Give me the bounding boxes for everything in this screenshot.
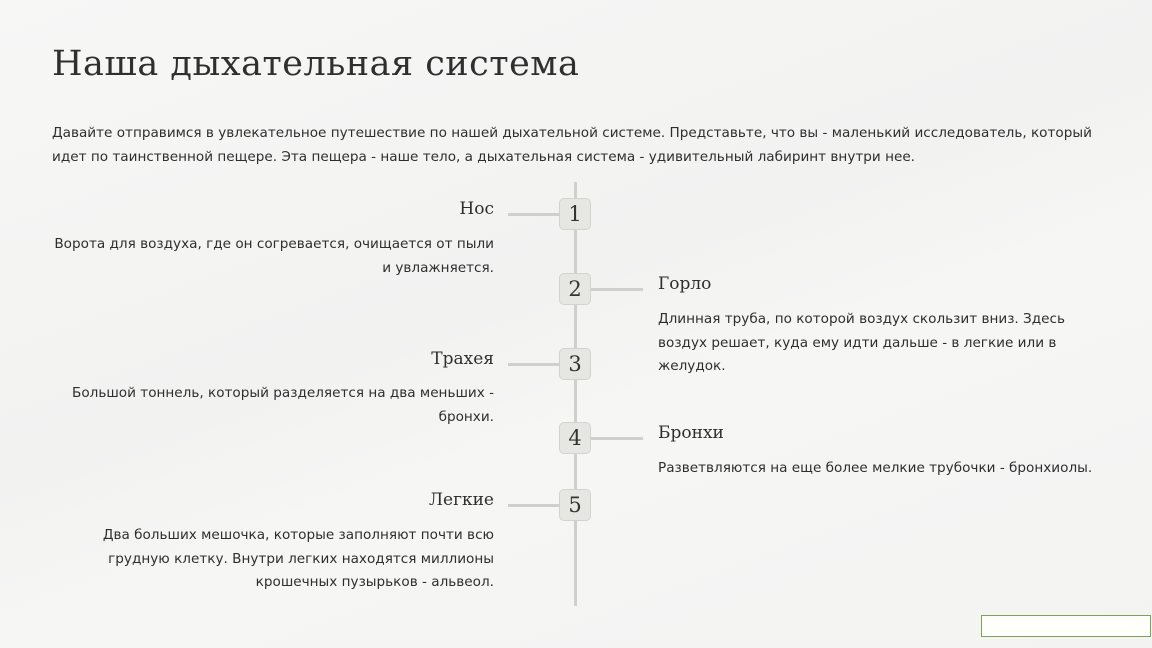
- step-badge-5: 5: [559, 489, 591, 521]
- step-badge-2: 2: [559, 273, 591, 305]
- connector-5: [508, 504, 560, 507]
- connector-2: [591, 288, 643, 291]
- step-title-4: Бронхи: [658, 423, 724, 443]
- step-desc-1: Ворота для воздуха, где он согревается, очищается от пыли и увлажняется.: [54, 236, 494, 276]
- step-badge-1: 1: [559, 198, 591, 230]
- page-title: Наша дыхательная система: [52, 44, 580, 84]
- connector-3: [508, 363, 560, 366]
- step-desc-4: Разветвляются на еще более мелкие трубочки - бронхиолы.: [658, 460, 1093, 476]
- step-desc-2: Длинная труба, по которой воздух скользит вниз. Здесь воздух решает, куда ему идти дальше - в легкие или в желудок.: [658, 311, 1066, 374]
- connector-1: [508, 213, 560, 216]
- step-desc-3: Большой тоннель, который разделяется на два меньших - бронхи.: [72, 385, 494, 425]
- step-title-5: Легкие: [428, 490, 494, 510]
- step-title-2: Горло: [658, 274, 712, 294]
- intro-paragraph: Давайте отправимся в увлекательное путешествие по нашей дыхательной системе. Представьте, что вы - маленький исследователь, который идет по таинственной пещере. Эта пещера - наше тело, а дыхательная система - удивительный лабиринт внутри нее.: [52, 125, 1092, 165]
- step-title-3: Трахея: [431, 349, 494, 369]
- step-badge-4: 4: [559, 422, 591, 454]
- timeline-line: [574, 182, 577, 606]
- footer-box: [981, 615, 1151, 637]
- step-badge-3: 3: [559, 348, 591, 380]
- step-title-1: Нос: [459, 199, 494, 219]
- step-desc-5: Два больших мешочка, которые заполняют почти всю грудную клетку. Внутри легких находятся миллионы крошечных пузырьков - альвеол.: [102, 527, 494, 590]
- connector-4: [591, 437, 643, 440]
